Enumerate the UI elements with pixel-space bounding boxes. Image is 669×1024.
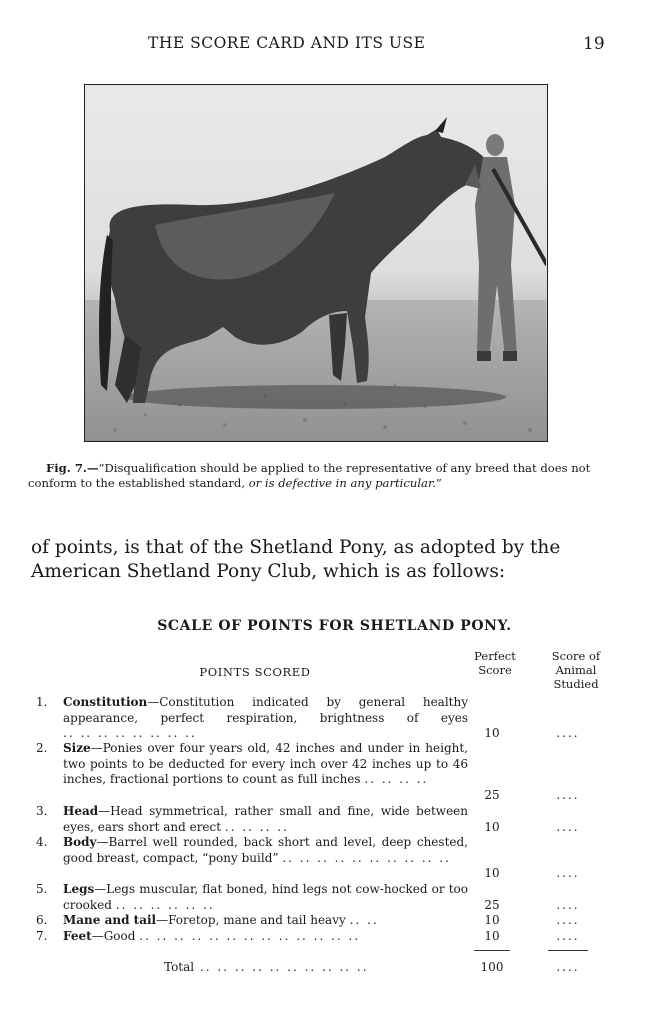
row-number: 1. (36, 695, 48, 709)
row-name: Constitution (63, 695, 148, 709)
caption-text: “Disqualification should be applied to the representative of any breed that does not conform to the established standard, (28, 461, 591, 490)
row-number: 2. (36, 741, 48, 755)
perfect-score: 10 (484, 913, 500, 927)
row-desc: —Foretop, mane and tail heavy (156, 913, 346, 927)
animal-score: .... (556, 820, 580, 834)
total-rule-perfect (474, 950, 510, 951)
row-desc: —Constitution indicated by general healthy appearance, perfect respiration, brightness of eyes (63, 695, 468, 725)
leader-dots: .. .. .. .. .. .. (115, 897, 215, 912)
row-number: 5. (36, 882, 48, 896)
body-paragraph: of points, is that of the Shetland Pony, as adopted by the American Shetland Pony Club, which is as follows: (31, 537, 561, 582)
row-number: 6. (36, 913, 48, 927)
row-number: 3. (36, 804, 48, 818)
table-title: SCALE OF POINTS FOR SHETLAND PONY. (157, 618, 512, 634)
row-name: Body (63, 835, 97, 849)
row-number: 7. (36, 929, 48, 943)
caption-end: ” (435, 476, 442, 490)
page-header (0, 32, 669, 58)
row-desc: —Barrel well rounded, back short and level, deep chested, good breast, compact, “pony build” (63, 835, 468, 865)
leader-dots: .. .. .. .. .. .. .. .. .. .. .. .. .. (139, 929, 361, 943)
row-desc: —Good (91, 929, 136, 943)
animal-score-header: Score of Animal Studied (551, 649, 601, 691)
perfect-score: 10 (484, 866, 500, 880)
leader-dots: .. .. .. .. .. .. .. .. .. .. (282, 850, 451, 865)
perfect-score: 25 (484, 788, 500, 802)
row-text (63, 929, 468, 945)
figure-caption (28, 461, 608, 491)
leader-dots: .. .. (349, 913, 379, 927)
total-label: Total .. .. .. .. .. .. .. .. .. .. (164, 960, 369, 974)
animal-score: .... (556, 788, 580, 802)
leader-dots: .. .. .. .. (224, 819, 289, 834)
animal-score: .... (556, 898, 580, 912)
row-name: Mane and tail (63, 913, 157, 927)
row-text (63, 913, 468, 929)
row-text (63, 741, 468, 788)
row-desc: —Ponies over four years old, 42 inches and under in height, two points to be deducted for every inch over 42 inches up to 46 inches, fractional portions to count as full inches (63, 741, 468, 787)
row-name: Head (63, 804, 99, 818)
perfect-score-header: Perfect Score (474, 649, 516, 677)
animal-score: .... (556, 913, 580, 927)
figure-label: Fig. 7.— (46, 461, 99, 475)
total-animal-score: .... (556, 960, 580, 974)
perfect-score: 25 (484, 898, 500, 912)
running-title: THE SCORE CARD AND ITS USE (148, 34, 426, 52)
perfect-score: 10 (484, 726, 500, 740)
row-number: 4. (36, 835, 48, 849)
row-desc: —Head symmetrical, rather small and fine, wide between eyes, ears short and erect (63, 804, 468, 834)
row-name: Size (63, 741, 91, 755)
leader-dots: .. .. .. .. .. .. .. .. (63, 726, 197, 741)
leader-dots: .. .. .. .. (364, 772, 429, 787)
row-name: Legs (63, 882, 95, 896)
total-rule-studied (548, 950, 588, 951)
cow-photograph (84, 84, 548, 442)
total-perfect-score: 100 (480, 960, 504, 974)
row-text (63, 835, 468, 866)
animal-score: .... (556, 929, 580, 943)
animal-score: .... (556, 866, 580, 880)
row-desc: —Legs muscular, flat boned, hind legs not cow-hocked or too crooked (63, 882, 468, 912)
row-text (63, 804, 468, 835)
points-scored-header: POINTS SCORED (199, 665, 311, 679)
perfect-score: 10 (484, 929, 500, 943)
caption-italic: or is defective in any particular. (248, 476, 436, 490)
row-text (63, 882, 468, 913)
animal-score: .... (556, 726, 580, 740)
row-text (63, 695, 468, 742)
row-name: Feet (63, 929, 92, 943)
page-number: 19 (583, 34, 605, 54)
perfect-score: 10 (484, 820, 500, 834)
